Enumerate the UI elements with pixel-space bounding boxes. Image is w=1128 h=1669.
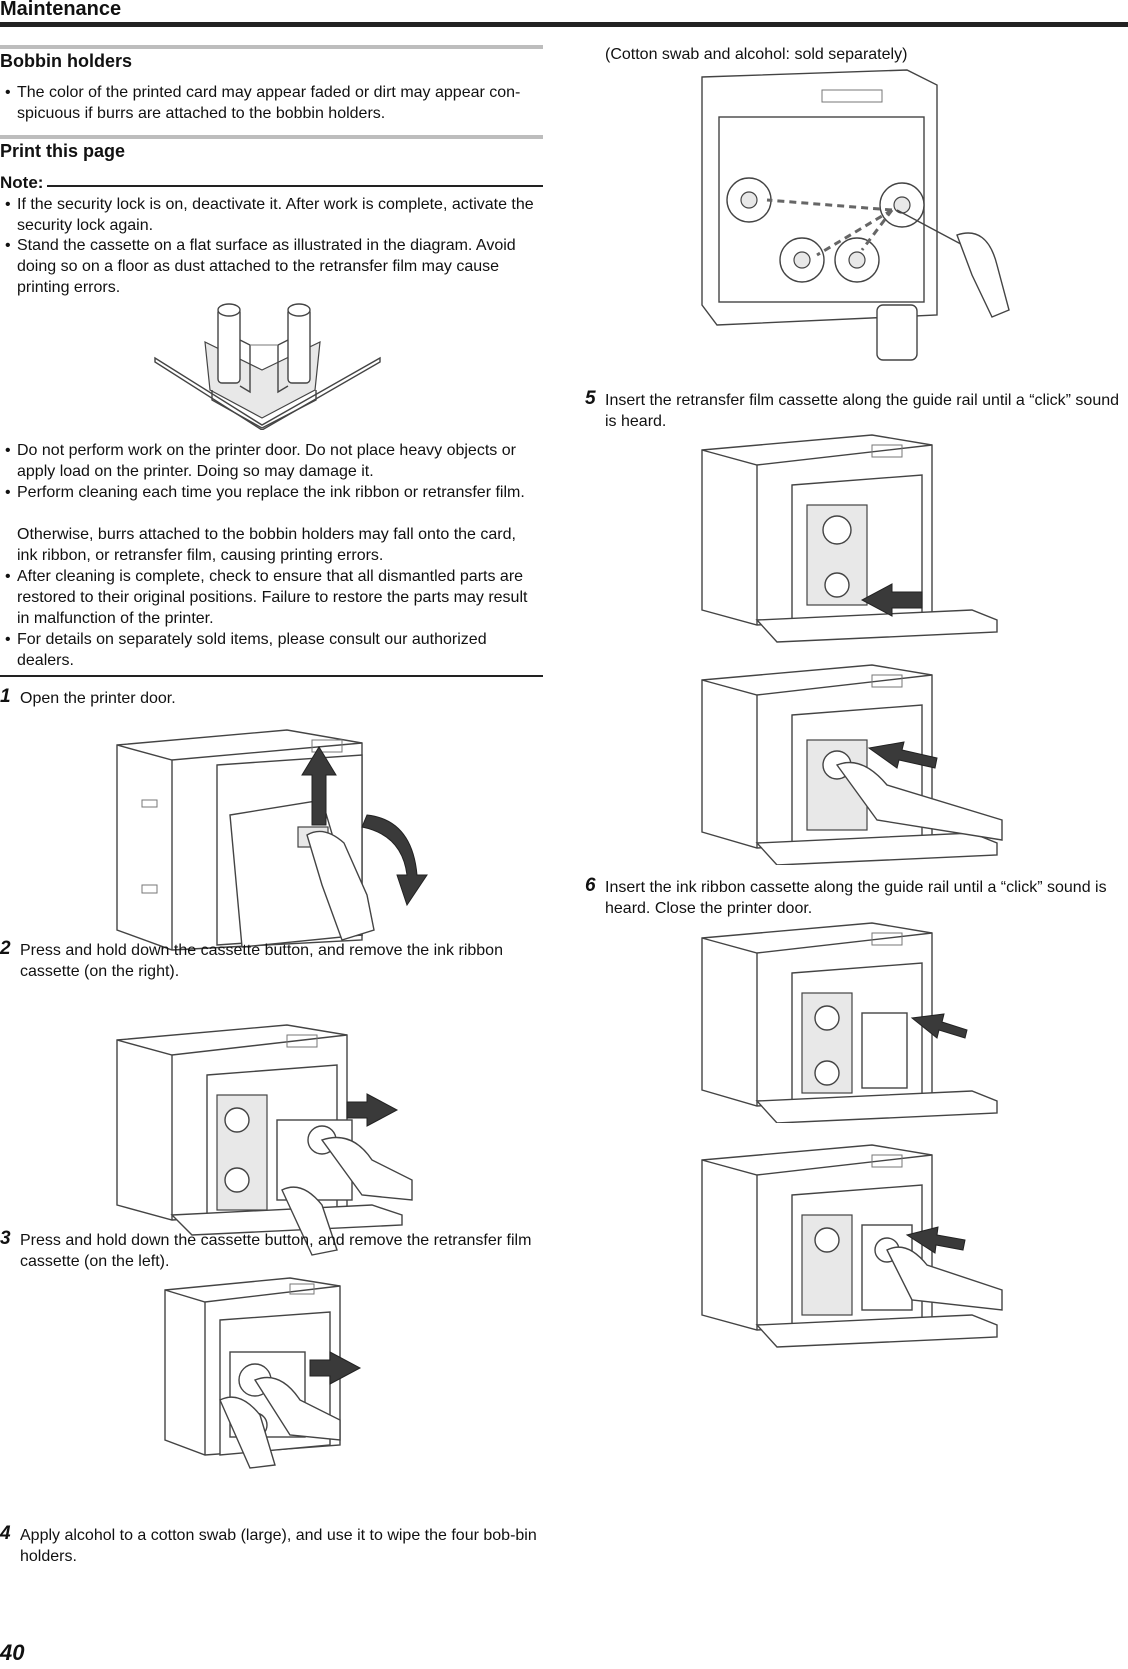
insert-retransfer-figure-a (697, 430, 1017, 645)
note-bullet: • Perform cleaning each time you replace the ink ribbon or retransfer film. (5, 484, 525, 501)
remove-ink-ribbon-figure (112, 1020, 432, 1260)
note-bullet: • If the security lock is on, deactivate it. After work is complete, activate the security lock again. (5, 196, 534, 234)
step-1: 1 Open the printer door. (0, 686, 176, 707)
insert-ink-ribbon-figure-b (697, 1140, 1017, 1350)
note-bullet: • For details on separately sold items, please consult our authorized dealers. (5, 631, 487, 669)
insert-ink-ribbon-figure-a (697, 918, 1017, 1123)
step-6: 6 Insert the ink ribbon cassette along the guide rail until a “click” sound is heard. Close the printer door. (585, 875, 1107, 917)
cotton-swab-note: (Cotton swab and alcohol: sold separately) (605, 46, 908, 63)
section-title-print: Print this page (0, 141, 126, 161)
remove-retransfer-figure (160, 1270, 385, 1470)
step-5: 5 Insert the retransfer film cassette along the guide rail until a “click” sound is heard. (585, 388, 1120, 430)
bobbin-bullet: • The color of the printed card may appear faded or dirt may appear con-spicuous if burrs are attached to the bobbin holders. (5, 84, 521, 122)
note-bullet: • Stand the cassette on a flat surface as illustrated in the diagram. Avoid doing so on a floor as dust attached to the retransfer film may cause printing errors. (5, 237, 516, 296)
section-title-bobbin: Bobbin holders (0, 51, 132, 71)
note-bullet: • Do not perform work on the printer door. Do not place heavy objects or apply load on the printer. Doing so may damage it. (5, 442, 516, 480)
header-rule (0, 22, 1128, 27)
section-divider (0, 135, 543, 139)
page-number: 40 (0, 1640, 25, 1665)
note-bullet: • After cleaning is complete, check to ensure that all dismantled parts are restored to their original positions. Failure to restore the parts may result in malfunction of the printer. (5, 568, 528, 627)
insert-retransfer-figure-b (697, 660, 1017, 865)
step-4: 4 Apply alcohol to a cotton swab (large), and use it to wipe the four bob-bin holders. (0, 1523, 537, 1565)
note-end-rule (0, 675, 543, 677)
open-door-figure (112, 725, 442, 955)
section-divider (0, 45, 543, 49)
header-title: Maintenance (0, 0, 122, 20)
cassette-standing-figure (150, 300, 400, 430)
page-header (0, 0, 1128, 28)
wipe-bobbin-figure (697, 65, 1017, 375)
note-label: Note: (0, 173, 47, 193)
step-3: 3 Press and hold down the cassette button, and remove the retransfer film cassette (on the left). (0, 1228, 532, 1270)
note-bullet-continuation: Otherwise, burrs attached to the bobbin holders may fall onto the card, ink ribbon, or retransfer film, causing printing errors. (17, 526, 516, 564)
step-2: 2 Press and hold down the cassette button, and remove the ink ribbon cassette (on the right). (0, 938, 503, 980)
